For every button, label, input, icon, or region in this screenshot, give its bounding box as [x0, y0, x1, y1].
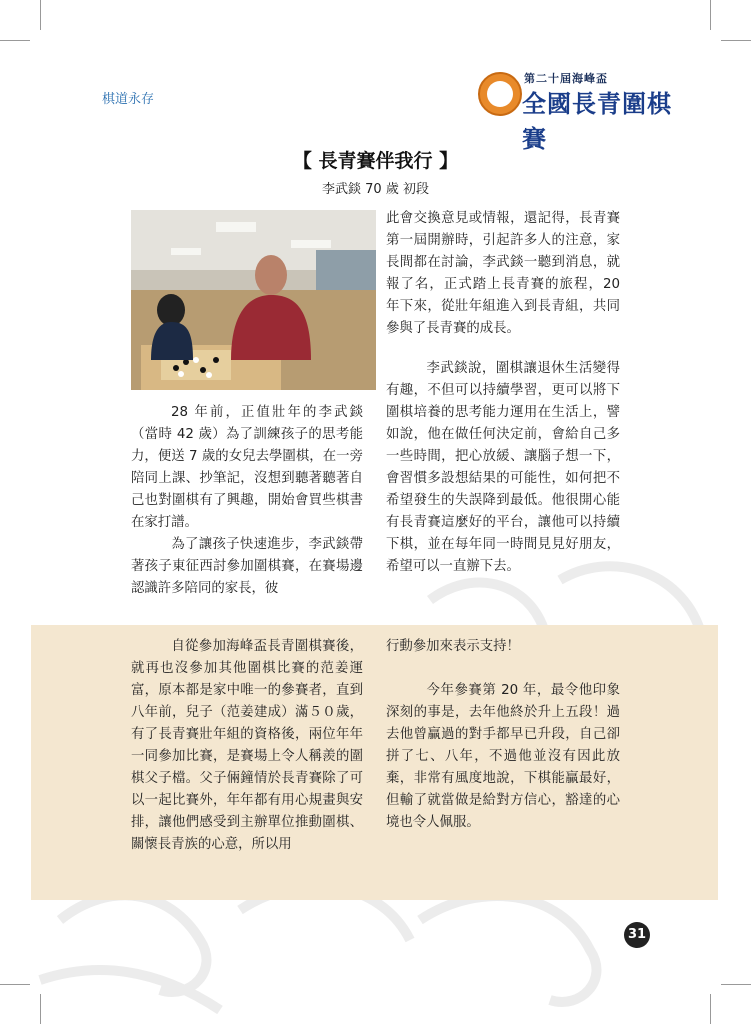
- logo-title: 全國長青圍棋賽: [522, 90, 672, 153]
- crop-mark: [721, 40, 751, 41]
- paragraph-text: 今年參賽第 20 年，最令他印象深刻的事是，去年他終於升上五段！過去他曾贏過的對手都早已升段，自己卻拼了七、八年，不過他並沒有因此放棄，非常有風度地說，下棋能贏最好，但輸了就當做是給對方信心，豁達的心境也令人佩服。: [386, 683, 620, 830]
- paragraph: [386, 636, 620, 658]
- paragraph: [131, 402, 363, 534]
- article-byline: 李武錟 70 歲 初段: [322, 182, 429, 197]
- crop-mark: [0, 40, 30, 41]
- paragraph: [386, 358, 620, 578]
- paragraph: [386, 680, 620, 834]
- crop-mark: [40, 0, 41, 30]
- paragraph-text: 行動參加來表示支持！: [386, 639, 520, 654]
- paragraph-text: 李武錟說，圍棋讓退休生活變得有趣，不但可以持續學習，更可以將下圍棋培養的思考能力運用在生活上，譬如說，他在做任何決定前，會給自己多一些時間，把心放緩、讓腦子想一下，會習慣多設想結果的可能性，如何把不希望發生的失誤降到最低。他很開心能有長青賽這麼好的平台，讓他可以持續下棋，並在每年同一時間見見好朋友，希望可以一直辦下去。: [386, 361, 620, 574]
- paragraph-text: 為了讓孩子快速進步，李武錟帶著孩子東征西討參加圍棋賽，在賽場邊認識許多陪同的家長，彼: [131, 537, 363, 596]
- logo-subtitle: 第二十屆海峰盃: [524, 72, 608, 85]
- logo-seal-icon: [478, 72, 522, 116]
- crop-mark: [710, 0, 711, 30]
- article-title: 【 長青賽伴我行 】: [292, 150, 459, 172]
- paragraph-text: 自從參加海峰盃長青圍棋賽後，就再也沒參加其他圍棋比賽的范姜運富，原本都是家中唯一的參賽者，直到八年前，兒子（范姜建成）滿５０歲，有了長青賽壯年組的資格後，兩位年年一同參加比賽，是賽場上令人稱羨的圍棋父子檔。父子倆鐘情於長青賽除了可以一起比賽外，年年都有用心規畫與安排，讓他們感受到主辦單位推動圍棋、關懷長青族的心意，所以用: [131, 639, 363, 852]
- go-player-photo: [131, 210, 376, 390]
- event-logo: [478, 70, 688, 153]
- paragraph: [386, 208, 620, 340]
- section-label: 棋道永存: [102, 92, 155, 107]
- paragraph-text: 28 年前，正值壯年的李武錟（當時 42 歲）為了訓練孩子的思考能力，便送 7 歲的女兒去學圍棋，在一旁陪同上課、抄筆記，沒想到聽著聽著自己也對圍棋有了興趣，開始會買些棋書在家打譜。: [131, 405, 363, 530]
- paragraph-text: 此會交換意見或情報，還記得，長青賽第一屆開辦時，引起許多人的注意，家長間都在討論，李武錟一聽到消息，就報了名，正式踏上長青賽的旅程，20 年下來，從壯年組進入到長青組，共同參與了長青賽的成長。: [386, 211, 620, 336]
- paragraph: [131, 636, 363, 856]
- page-number: 31: [624, 922, 650, 948]
- paragraph: [131, 534, 363, 600]
